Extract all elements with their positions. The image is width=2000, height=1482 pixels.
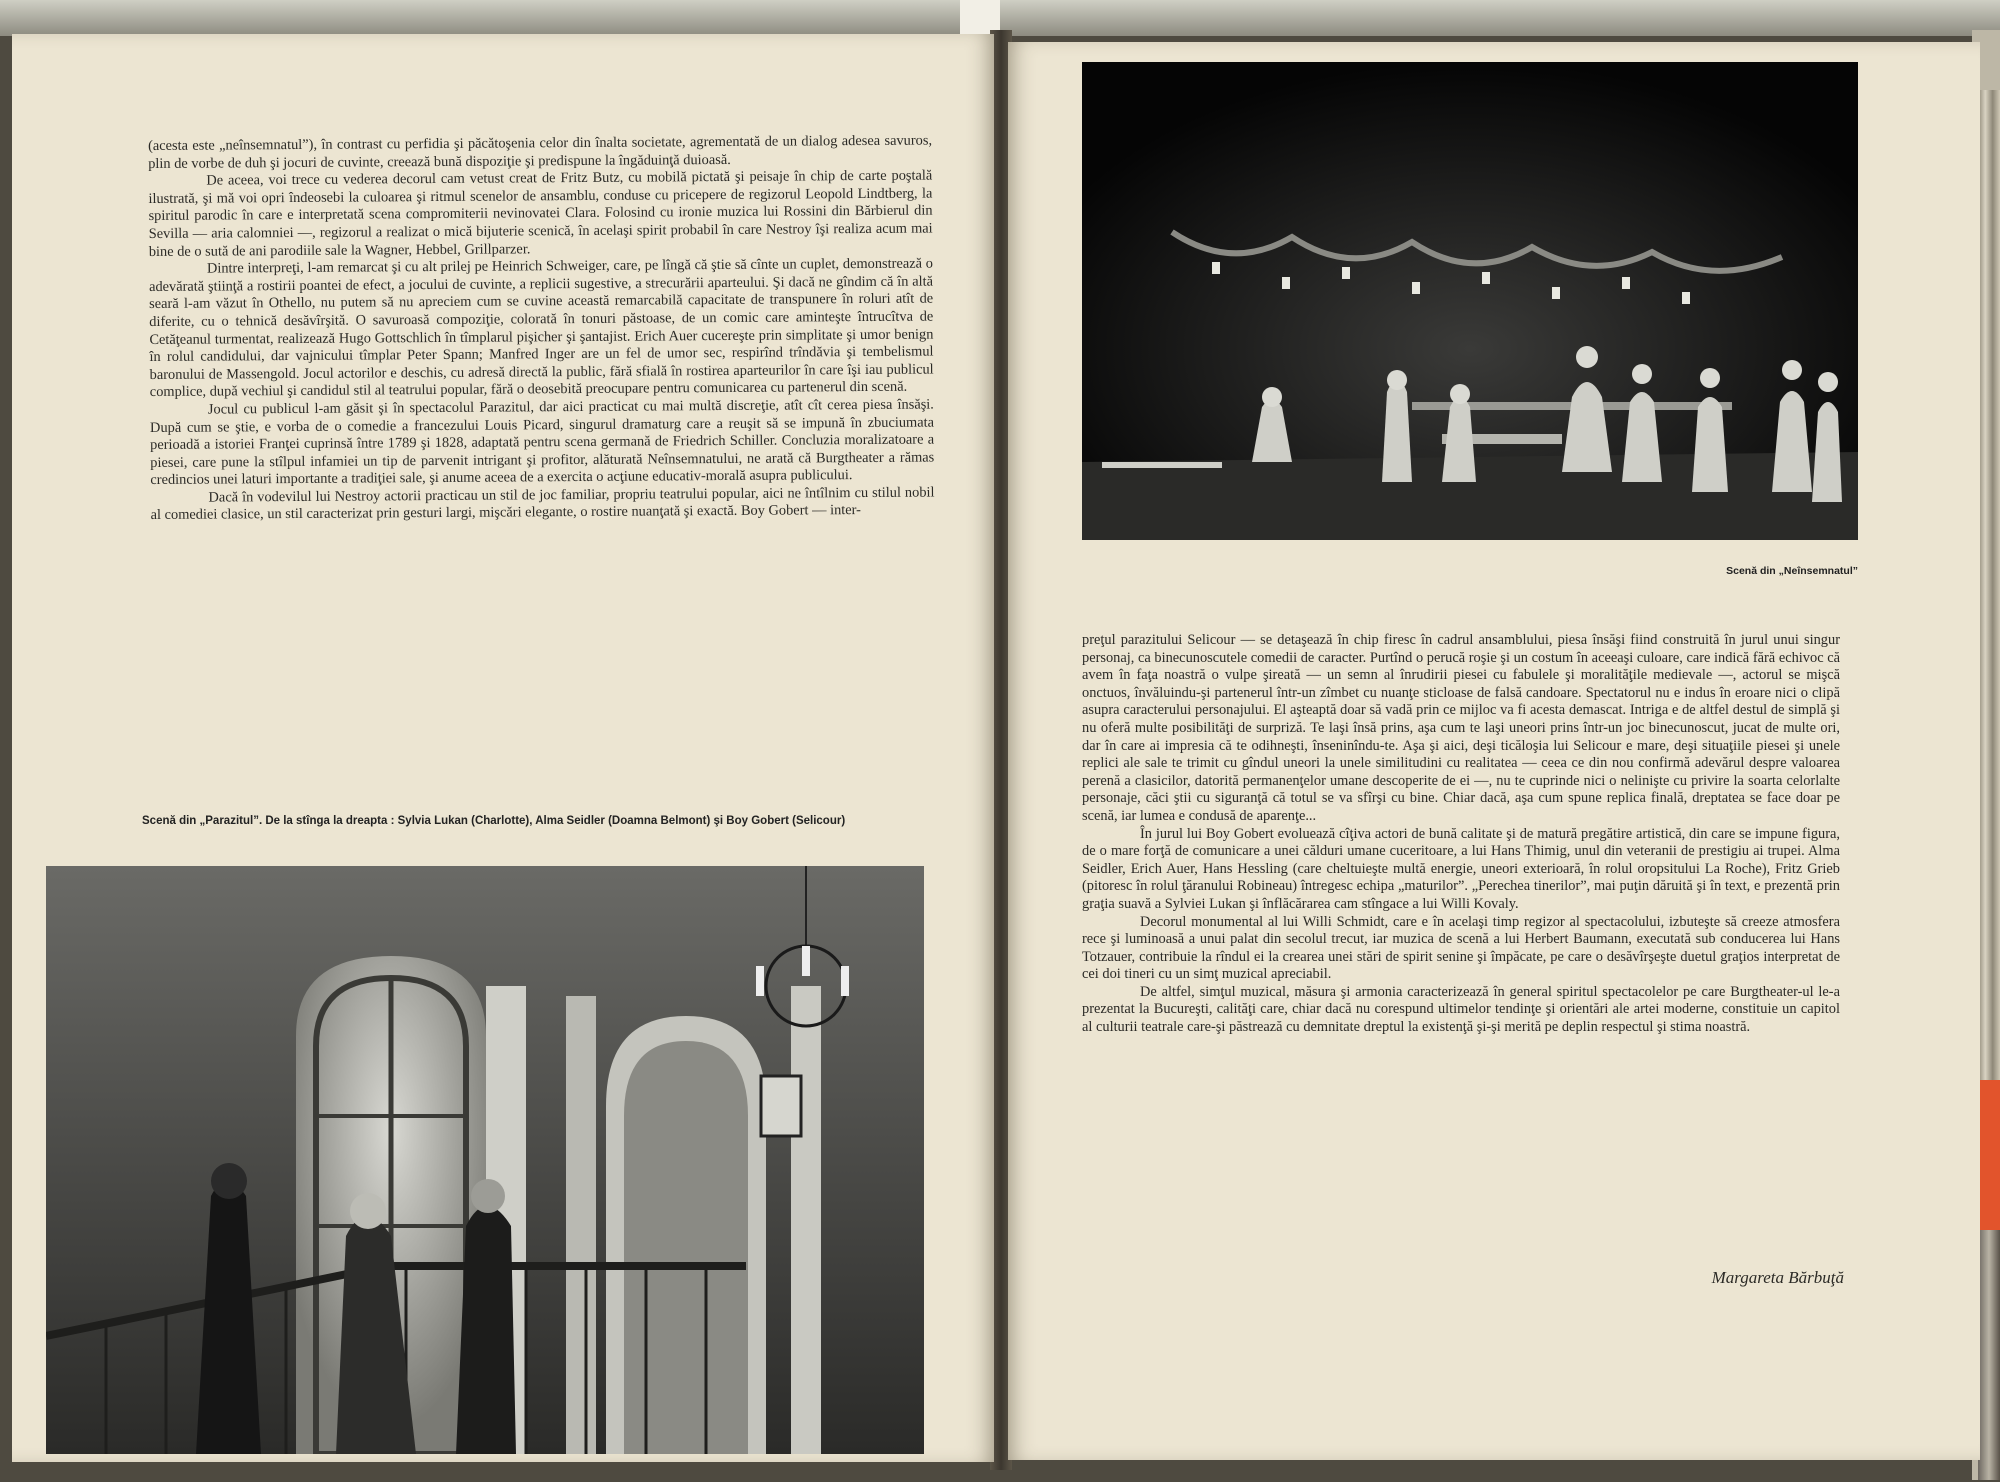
parazitul-photo-image [46, 866, 924, 1454]
left-paragraph-3: Dintre interpreţi, l-am remarcat şi cu alt prilej pe Heinrich Schweiger, care, pe lîngă că ştie să cînte un cuplet, demonstrează o adevărată ştiinţă a rostirii poantei de efect, a jocului de cuvinte, a replicii sugestive, a strecurării aparteului. Şi dacă ne gîndim că în altă seară l-am văzut în Othello, nu putem să nu apreciem cum se cuvine această remarcabilă capacitate de transpunere în roluri atît de diferite, cu o tehnică desăvîrşită. O savuroasă compoziţie, colorată în tonuri păstoase, de un comic care aminteşte întrucîtva de Cetăţeanul turmentat, realizează Hugo Gottschlich în tîmplarul pişicher şi şantajist. Erich Auer cucereşte prin simplitate şi umor benign în rolul candidului, dar vajnicului tîmplar Peter Spann; Manfred Inger are un fel de umor sec, respirînd trîndăvia şi tembelismul baronului de Massengold. Jocul actorilor e deschis, cu adresă directă la public, fără sfială în rostirea aparteurilor în care îşi iau publicul complice, după vechiul şi candidul stil al teatrului popular, fără o deosebită preocupare pentru comunicarea cu partenerul din scenă. [148, 255, 934, 401]
edge-stripe-dark [1978, 90, 2000, 1090]
right-paragraph-1: preţul parazitului Selicour — se detaşează în chip firesc în cadrul ansamblului, piesa însăşi fiind construită în jurul unui singur personaj, ca binecunoscutele comedii de caracter. Purtînd o perucă roşie şi un costum în aceeaşi culoare, care indică fără echivoc că avem în faţa noastră o vulpe şireată — un semn al înrudirii piesei cu fabulele şi moralităţile medievale —, actorul se mişcă onctuos, învăluindu-şi partenerul într-un zîmbet cu nuanţe sticloase de falsă candoare. Spectatorul nu e indus în eroare nici o clipă asupra caracterului personajului. El aşteaptă doar să vadă prin ce mijloc va fi acesta demascat. Intriga e de altfel destul de simplă şi nu oferă multe posibilităţi de surpriză. Te laşi însă prins, aşa cum te laşi uneori prins într-un joc binecunoscut, jucat de multe ori, dar în care ai impresia că te odihneşti, înseninîndu-te. Aşa şi aici, deşi ticăloşia lui Selicour e mare, deşi situaţiile piesei şi unele replici ale sale te trimit cu gîndul uneori la unele similitudini cu realitatea — ceea ce din nou confirmă adevărul despre valoarea perenă a clasicilor, datorită permanenţelor umane descoperite de ei —, nu te cuprinde nici o nelinişte cu privire la soarta celorlalte personaje, căci ştii cu siguranţă că totul se va sfîrşi cu bine. Chiar dacă, aşa cum spune replica finală, dreptatea se face doar pe scenă, iar lumea e condusă de aparenţe... [1082, 632, 1840, 824]
left-paragraph-4: Jocul cu publicul l-am găsit şi în spectacolul Parazitul, dar aici practicat cu mai multă discreţie, atît cît cerea piesa însăşi. După cum se ştie, e vorba de o comedie a francezului Louis Picard, singurul dramaturg care a reuşit să se impună în zbuciumata perioadă a istoriei Franţei cuprinsă între 1789 şi 1828, adaptată pentru scena germană de Friedrich Schiller. Concluzia moralizatoare a piesei, care pune la stîlpul infamiei un tip de parvenit intrigant şi profitor, alăturată Neînsemnatului, ne arată că Burgtheater a rămas credincios unei laturi importante a tradiţiei sale, şi anume aceea de a exercita o acţiune educativ-morală asupra publicului. [149, 396, 935, 489]
right-page [1008, 42, 1980, 1460]
neinsemnatul-photo-image [1082, 62, 1858, 540]
neinsemnatul-scene-photo [1082, 62, 1858, 540]
edge-stripe-orange [1978, 1080, 2000, 1230]
right-photo-caption: Scenă din „Neînsemnatul” [1726, 565, 1858, 577]
left-paragraph-2: De aceea, voi trece cu vederea decorul cam vetust creat de Fritz Butz, cu mobilă pictată şi peisaje în chip de carte poştală ilustrată, şi mă voi opri îndeosebi la culoarea şi ritmul scenelor de ansamblu, conduse cu pricepere de regizorul Leopold Lindtberg, la spiritul parodic în care e interpretată scena compromiterii nevinovatei Clara. Folosind cu ironie muzica lui Rossini din Bărbierul din Sevilla — aria calomniei —, regizorul a realizat o mică bijuterie scenică, în acelaşi spirit probabil în care Nestroy îşi realiza acum mai bine de o sută de ani parodiile sale la Wagner, Hebbel, Grillparzer. [148, 167, 933, 260]
left-photo-caption: Scenă din „Parazitul”. De la stînga la dreapta : Sylvia Lukan (Charlotte), Alma Seidler (Doamna Belmont) şi Boy Gobert (Selicour) [142, 815, 846, 827]
left-paragraph-5: Dacă în vodevilul lui Nestroy actorii practicau un stil de joc familiar, propriu teatrului popular, aici ne întîlnim cu stilul nobil al comediei clasice, un stil caracterizat prin gesturi largi, mişcări elegante, o rostire nuanţată şi exactă. Boy Gobert — inter- [150, 484, 935, 524]
left-article-text [148, 133, 935, 526]
right-paragraph-2: În jurul lui Boy Gobert evoluează cîţiva actori de bună calitate şi de matură pregătire artistică, din care se impune figura, de o mare forţă de comunicare a unei călduri umane cuceritoare, a lui Hans Thimig, unul din veteranii de prestigiu ai trupei. Alma Seidler, Erich Auer, Hans Hessling (care cheltuieşte multă energie, uneori exterioară, în rolul oropsitului La Roche), Fritz Grieb (pitoresc în rolul ţăranului Robineau) întregesc echipa „maturilor”. „Perechea tinerilor”, mai puţin dăruită şi în text, e prezentă prin graţia suavă a Sylviei Lukan şi înflăcărarea cam stîngace a lui Willi Kovaly. [1082, 825, 1840, 912]
left-page [12, 34, 994, 1462]
parazitul-scene-photo [46, 866, 924, 1454]
edge-stripe-grey [1978, 1230, 2000, 1480]
left-paragraph-1: (acesta este „neînsemnatul”), în contrast cu perfidia şi păcătoşenia celor din înalta societate, agrementată de un dialog adesea savuros, plin de vorbe de duh şi jocuri de cuvinte, creează bună dispoziţie şi predispune la îngăduinţă duioasă. [148, 132, 933, 172]
right-paragraph-4: De altfel, simţul muzical, măsura şi armonia caracterizează în general spiritul spectacolelor pe care Burgtheater-ul le-a prezentat la Bucureşti, calităţi care, chiar dacă nu corespund ultimelor tendinţe şi orientări ale artei moderne, constituie un capitol al culturii teatrale care-şi păstrează cu demnitate dreptul la existenţă şi-şi merită pe deplin respectul şi stima noastră. [1082, 983, 1840, 1036]
right-article-text [1082, 632, 1840, 1037]
author-signature: Margareta Bărbuţă [1711, 1268, 1844, 1287]
right-paragraph-3: Decorul monumental al lui Willi Schmidt, care e în acelaşi timp regizor al spectacolului, izbuteşte să creeze atmosfera rece şi luminoasă a unui palat din secolul trecut, iar muzica de scenă a lui Herbert Baumann, executată sub conducerea lui Hans Totzauer, contribuie la rîndul ei la crearea unei stări de spirit senine şi împăcate, pe care o desăvîrşeşte duetul graţios interpretat de cei doi tineri cu un simţ muzical apreciabil. [1082, 913, 1840, 983]
